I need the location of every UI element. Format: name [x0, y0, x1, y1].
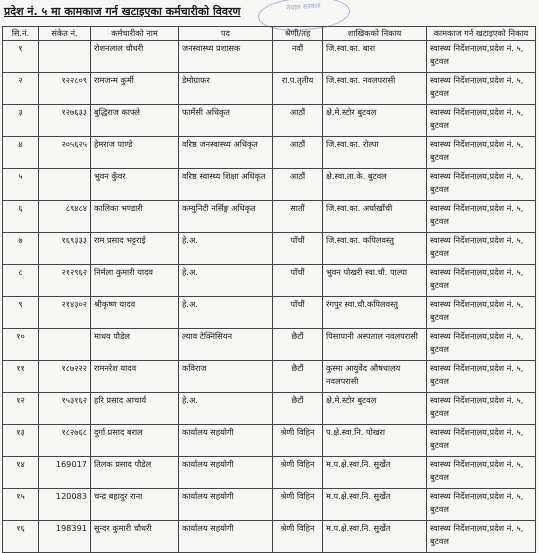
- table-row: [3, 105, 536, 137]
- name-cell: राम प्रसाद भट्टराई: [91, 233, 179, 265]
- assigned-cell: स्वास्थ्य निर्देशनालय,प्रदेश नं. ५, बुटवल: [427, 201, 536, 233]
- serial-cell: १४: [3, 457, 39, 489]
- assigned-cell: स्वास्थ्य निर्देशनालय,प्रदेश नं. ५, बुटवल: [427, 521, 536, 553]
- office-cell: जि.स्वा.का. रोल्पा: [323, 137, 427, 169]
- header-code: संकेत नं.: [39, 27, 91, 41]
- post-cell: ल्याव टेक्निसियन: [179, 329, 273, 361]
- table-row: [3, 265, 536, 297]
- level-cell: पाँचौं: [273, 265, 323, 297]
- table-row: [3, 361, 536, 393]
- office-cell: म.प.क्षे.स्वा.नि. सुर्खेत: [323, 489, 427, 521]
- serial-cell: ३: [3, 105, 39, 137]
- level-cell: छैटौं: [273, 329, 323, 361]
- post-cell: फार्मेसी अधिकृत: [179, 105, 273, 137]
- office-cell: प.क्षे.स्वा.नि. पोखरा: [323, 425, 427, 457]
- post-cell: कार्यालय सहयोगी: [179, 489, 273, 521]
- code-cell: २१४३०२: [39, 297, 91, 329]
- code-cell: 198391: [39, 521, 91, 553]
- assigned-cell: स्वास्थ्य निर्देशनालय,प्रदेश नं. ५, बुटवल: [427, 393, 536, 425]
- level-cell: आठौं: [273, 169, 323, 201]
- post-cell: कार्यालय सहयोगी: [179, 457, 273, 489]
- level-cell: रा.प.तृतीय: [273, 73, 323, 105]
- code-cell: १२७६३३: [39, 105, 91, 137]
- code-cell: ८९४८४: [39, 201, 91, 233]
- name-cell: रामनरेश यादव: [91, 361, 179, 393]
- code-cell: 169017: [39, 457, 91, 489]
- office-cell: कुस्मा आयुर्वेद औषधालय नवलपरासी: [323, 361, 427, 393]
- level-cell: श्रेणी विहिन: [273, 489, 323, 521]
- table-row: [3, 73, 536, 105]
- name-cell: हरि प्रसाद आचार्य: [91, 393, 179, 425]
- name-cell: दुर्गा प्रसाद बराल: [91, 425, 179, 457]
- code-cell: १६९३३३: [39, 233, 91, 265]
- table-row: [3, 169, 536, 201]
- code-cell: 120083: [39, 489, 91, 521]
- office-cell: जि.स्वा.का. नवलपरासी: [323, 73, 427, 105]
- level-cell: आठौं: [273, 105, 323, 137]
- post-cell: हे.अ.: [179, 393, 273, 425]
- code-cell: १५३१६२: [39, 393, 91, 425]
- header-assigned: कामकाज गर्न खटाइएको निकाय: [427, 27, 536, 41]
- name-cell: कालिका भण्डारी: [91, 201, 179, 233]
- name-cell: चन्द्र बहादुर राना: [91, 489, 179, 521]
- post-cell: डेमोग्राफर: [179, 73, 273, 105]
- office-cell: रंगपुर स्वा.चौ.कपिलवस्तु: [323, 297, 427, 329]
- serial-cell: ५: [3, 169, 39, 201]
- assigned-cell: स्वास्थ्य निर्देशनालय,प्रदेश नं. ५, बुटवल: [427, 169, 536, 201]
- assigned-cell: स्वास्थ्य निर्देशनालय,प्रदेश नं. ५, बुटवल: [427, 425, 536, 457]
- header-name: कर्मचारीको नाम: [91, 27, 179, 41]
- serial-cell: १२: [3, 393, 39, 425]
- name-cell: रामजन्म कुर्मी: [91, 73, 179, 105]
- level-cell: पाँचौं: [273, 233, 323, 265]
- assigned-cell: स्वास्थ्य निर्देशनालय,प्रदेश नं. ५, बुटवल: [427, 489, 536, 521]
- code-cell: [39, 329, 91, 361]
- serial-cell: १०: [3, 329, 39, 361]
- post-cell: हे.अ.: [179, 297, 273, 329]
- serial-cell: १३: [3, 425, 39, 457]
- table-row: [3, 297, 536, 329]
- level-cell: श्रेणी विहिन: [273, 425, 323, 457]
- name-cell: तिलक प्रसाद पौडेल: [91, 457, 179, 489]
- level-cell: नवौं: [273, 41, 323, 73]
- code-cell: २०५६२५: [39, 137, 91, 169]
- office-cell: जि.स्वा.का. बारा: [323, 41, 427, 73]
- post-cell: कम्युनिटी नर्सिङ्ग अधिकृत: [179, 201, 273, 233]
- table-row: [3, 329, 536, 361]
- name-cell: भुवन कुँवर: [91, 169, 179, 201]
- name-cell: बुद्धिराज काफ्ले: [91, 105, 179, 137]
- assigned-cell: स्वास्थ्य निर्देशनालय,प्रदेश नं. ५, बुटवल: [427, 329, 536, 361]
- serial-cell: १: [3, 41, 39, 73]
- header-serial: सि.नं.: [3, 27, 39, 41]
- header-office: शाखिकको निकाय: [323, 27, 427, 41]
- office-cell: क्षे.स्वा.ता.के. बुटवल: [323, 169, 427, 201]
- code-cell: [39, 41, 91, 73]
- serial-cell: ६: [3, 201, 39, 233]
- level-cell: छैटौं: [273, 393, 323, 425]
- level-cell: छैटौं: [273, 361, 323, 393]
- office-cell: क्षे.मे.स्टोर बुटवल: [323, 105, 427, 137]
- table-row: [3, 393, 536, 425]
- level-cell: श्रेणी विहिन: [273, 457, 323, 489]
- assigned-cell: स्वास्थ्य निर्देशनालय,प्रदेश नं. ५, बुटवल: [427, 457, 536, 489]
- office-cell: भुवन पोखरी स्वा.चौ. पाल्पा: [323, 265, 427, 297]
- post-cell: जनस्वास्थ्य प्रशासक: [179, 41, 273, 73]
- table-header-row: [3, 27, 536, 41]
- table-row: [3, 137, 536, 169]
- table-row: [3, 521, 536, 553]
- table-row: [3, 457, 536, 489]
- serial-cell: ४: [3, 137, 39, 169]
- assigned-cell: स्वास्थ्य निर्देशनालय,प्रदेश नं. ५, बुटवल: [427, 73, 536, 105]
- staff-table: [2, 26, 536, 553]
- level-cell: श्रेणी विहिन: [273, 521, 323, 553]
- office-stamp: नेपाल सरकार: [257, 0, 351, 33]
- office-cell: पिसापानी अस्पताल नवलपरासी: [323, 329, 427, 361]
- post-cell: वरिष्ठ जनस्वास्थ्य अधिकृत: [179, 137, 273, 169]
- code-cell: [39, 169, 91, 201]
- post-cell: वरिष्ठ स्वास्थ्य शिक्षा अधिकृत: [179, 169, 273, 201]
- serial-cell: ७: [3, 233, 39, 265]
- code-cell: १८७२२२: [39, 361, 91, 393]
- serial-cell: ८: [3, 265, 39, 297]
- header-post: पद: [179, 27, 273, 41]
- assigned-cell: स्वास्थ्य निर्देशनालय,प्रदेश नं. ५, बुटवल: [427, 137, 536, 169]
- level-cell: सातौं: [273, 201, 323, 233]
- name-cell: रोशनलाल चौधरी: [91, 41, 179, 73]
- assigned-cell: स्वास्थ्य निर्देशनालय,प्रदेश नं. ५, बुटवल: [427, 265, 536, 297]
- office-cell: जि.स्वा.का. कपिलवस्तु: [323, 233, 427, 265]
- post-cell: हे.अ.: [179, 233, 273, 265]
- name-cell: निर्मला कुमारी यादव: [91, 265, 179, 297]
- serial-cell: ११: [3, 361, 39, 393]
- assigned-cell: स्वास्थ्य निर्देशनालय,प्रदेश नं. ५, बुटवल: [427, 41, 536, 73]
- assigned-cell: स्वास्थ्य निर्देशनालय,प्रदेश नं. ५, बुटवल: [427, 105, 536, 137]
- post-cell: कविराज: [179, 361, 273, 393]
- name-cell: हेमराज पाण्डे: [91, 137, 179, 169]
- table-row: [3, 201, 536, 233]
- code-cell: १२२८०९: [39, 73, 91, 105]
- level-cell: आठौं: [273, 137, 323, 169]
- header-level: श्रेणी/तह: [273, 27, 323, 41]
- serial-cell: २: [3, 73, 39, 105]
- code-cell: २१२९६२: [39, 265, 91, 297]
- code-cell: १८२७६८: [39, 425, 91, 457]
- name-cell: सुन्दर कुमारी चौधरी: [91, 521, 179, 553]
- office-cell: म.प.क्षे.स्वा.नि. सुर्खेत: [323, 521, 427, 553]
- table-row: [3, 41, 536, 73]
- post-cell: कार्यालय सहयोगी: [179, 521, 273, 553]
- table-row: [3, 489, 536, 521]
- table-row: [3, 425, 536, 457]
- office-cell: म.प.क्षे.स्वा.नि. सुर्खेत: [323, 457, 427, 489]
- level-cell: पाँचौं: [273, 297, 323, 329]
- name-cell: माधव पौडेल: [91, 329, 179, 361]
- table-row: [3, 233, 536, 265]
- assigned-cell: स्वास्थ्य निर्देशनालय,प्रदेश नं. ५, बुटवल: [427, 297, 536, 329]
- serial-cell: ९: [3, 297, 39, 329]
- assigned-cell: स्वास्थ्य निर्देशनालय,प्रदेश नं. ५, बुटवल: [427, 361, 536, 393]
- office-cell: जि.स्वा.का. अर्घाखाँची: [323, 201, 427, 233]
- office-cell: क्षे.मे.स्टोर बुटवल: [323, 393, 427, 425]
- serial-cell: १५: [3, 489, 39, 521]
- post-cell: हे.अ.: [179, 265, 273, 297]
- serial-cell: १६: [3, 521, 39, 553]
- document-title: प्रदेश नं. ५ मा कामकाज गर्न खटाइएका कर्मचारीको विवरण: [4, 5, 241, 18]
- name-cell: श्रीकृष्ण यादव: [91, 297, 179, 329]
- post-cell: कार्यालय सहयोगी: [179, 425, 273, 457]
- assigned-cell: स्वास्थ्य निर्देशनालय,प्रदेश नं. ५, बुटवल: [427, 233, 536, 265]
